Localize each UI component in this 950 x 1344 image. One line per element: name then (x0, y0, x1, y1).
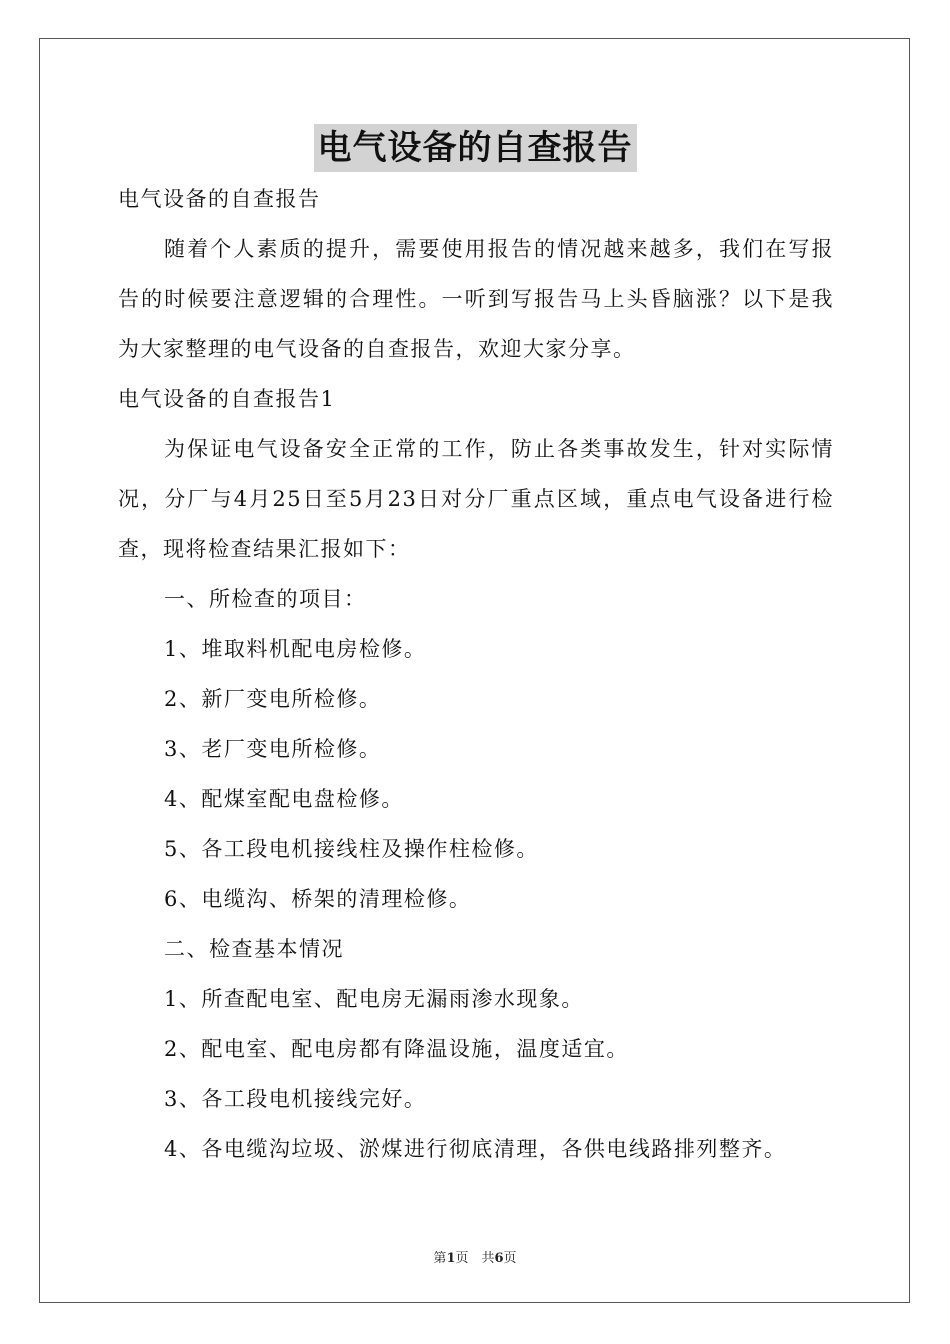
part1-heading: 一、所检查的项目： (164, 587, 367, 611)
subtitle: 电气设备的自查报告 (118, 187, 321, 211)
part2-heading: 二、检查基本情况 (164, 937, 344, 961)
document-title: 电气设备的自查报告 (314, 124, 637, 172)
list-item: 1、堆取料机配电房检修。 (164, 637, 427, 661)
title-wrap (0, 124, 950, 172)
list-item: 3、各工段电机接线完好。 (164, 1087, 427, 1111)
total-pages-number: 6 (494, 1251, 504, 1266)
list-item: 1、所查配电室、配电房无漏雨渗水现象。 (164, 987, 584, 1011)
list-item: 2、新厂变电所检修。 (164, 687, 382, 711)
intro-paragraph: 随着个人素质的提升，需要使用报告的情况越来越多，我们在写报告的时候要注意逻辑的合理性。一听到写报告马上头昏脑涨？以下是我为大家整理的电气设备的自查报告，欢迎大家分享。 (118, 237, 834, 361)
section-title: 电气设备的自查报告1 (118, 387, 336, 411)
page-footer (0, 1247, 950, 1266)
list-item: 4、配煤室配电盘检修。 (164, 787, 404, 811)
document-body (118, 174, 834, 1174)
list-item: 5、各工段电机接线柱及操作柱检修。 (164, 837, 539, 861)
page-prefix: 第 (433, 1251, 447, 1266)
list-item: 6、电缆沟、桥架的清理检修。 (164, 887, 472, 911)
list-item: 2、配电室、配电房都有降温设施，温度适宜。 (164, 1037, 629, 1061)
page-suffix: 页 (503, 1251, 517, 1266)
list-item: 4、各电缆沟垃圾、淤煤进行彻底清理，各供电线路排列整齐。 (164, 1137, 787, 1161)
current-page-number: 1 (446, 1251, 456, 1266)
section-paragraph: 为保证电气设备安全正常的工作，防止各类事故发生，针对实际情况，分厂与4月25日至5月23日对分厂重点区域，重点电气设备进行检查，现将检查结果汇报如下： (118, 437, 834, 561)
page-mid: 页 共 (455, 1251, 495, 1266)
list-item: 3、老厂变电所检修。 (164, 737, 382, 761)
